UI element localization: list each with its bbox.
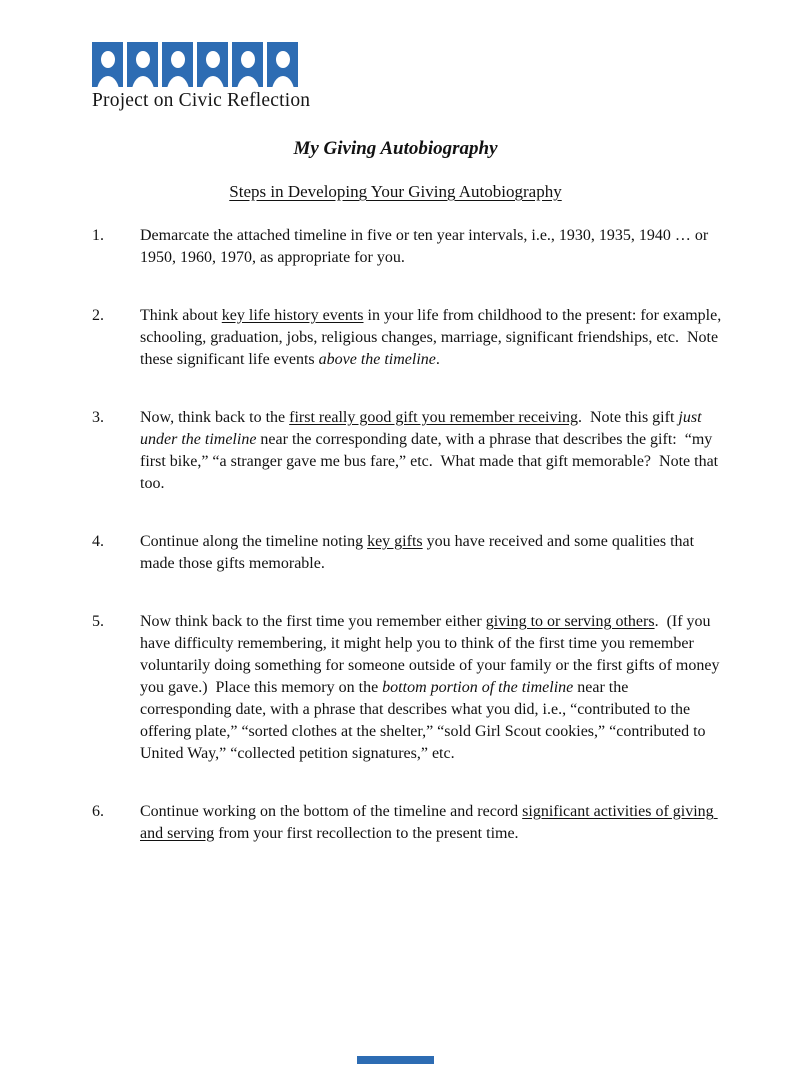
step-item [92,531,791,575]
step-item [92,407,791,495]
step-text: Continue working on the bottom of the timeline and record significant activities of giving and serving from your first recollection to the present time. [140,803,718,842]
step-item [92,225,791,269]
person-shoulders-icon [271,76,294,87]
step-number: 1. [92,227,104,244]
person-icon [136,51,150,68]
step-number: 2. [92,307,104,324]
step-number: 4. [92,533,104,550]
person-icon [171,51,185,68]
person-icon [241,51,255,68]
step-item [92,801,791,845]
person-shoulders-icon [236,76,259,87]
step-text: Now, think back to the first really good gift you remember receiving. Note this gift just under the timeline near the corresponding date, with a phrase that describes the gift: “my first bike,” “a stranger gave me bus fare,” etc. What made that gift memorable? Note that too. [140,409,723,492]
step-text: Demarcate the attached timeline in five or ten year intervals, i.e., 1930, 1935, 1940 … or 1950, 1960, 1970, as appropriate for you. [140,227,713,266]
footer-accent-bar [357,1056,434,1064]
logo-square [127,42,158,87]
step-text: Continue along the timeline noting key gifts you have received and some qualities that made those gifts memorable. [140,533,699,572]
step-item [92,611,791,765]
person-icon [276,51,290,68]
step-item [92,305,791,371]
page-subtitle: Steps in Developing Your Giving Autobiography [229,182,562,201]
logo-square [197,42,228,87]
logo-square [92,42,123,87]
logo-header [92,42,791,112]
logo-square [162,42,193,87]
person-shoulders-icon [131,76,154,87]
step-number: 5. [92,613,104,630]
step-number: 3. [92,409,104,426]
document-page [0,42,791,845]
page-title: My Giving Autobiography [293,138,498,159]
step-text: Now think back to the first time you remember either giving to or serving others. (If you have difficulty remembering, it might help you to think of the first time you remember voluntarily doing something for someone outside of your family or the first gifts of money you gave.) Place this memory on the bottom portion of the timeline near the corresponding date, with a phrase that describes what you did, i.e., “contributed to the offering plate,” “sorted clothes at the shelter,” “sold Girl Scout cookies,” “contributed to United Way,” “collected petition signatures,” etc. [140,613,724,762]
step-text: Think about key life history events in your life from childhood to the present: for example, schooling, graduation, jobs, religious changes, marriage, significant friendships, etc. Note these significant life events above the timeline. [140,307,726,368]
org-logo [92,42,791,87]
person-icon [101,51,115,68]
org-name-text: Project on Civic Reflection [92,90,311,111]
person-icon [206,51,220,68]
person-shoulders-icon [201,76,224,87]
person-shoulders-icon [166,76,189,87]
step-number: 6. [92,803,104,820]
steps-list [92,225,791,845]
logo-square [267,42,298,87]
logo-square [232,42,263,87]
person-shoulders-icon [96,76,119,87]
